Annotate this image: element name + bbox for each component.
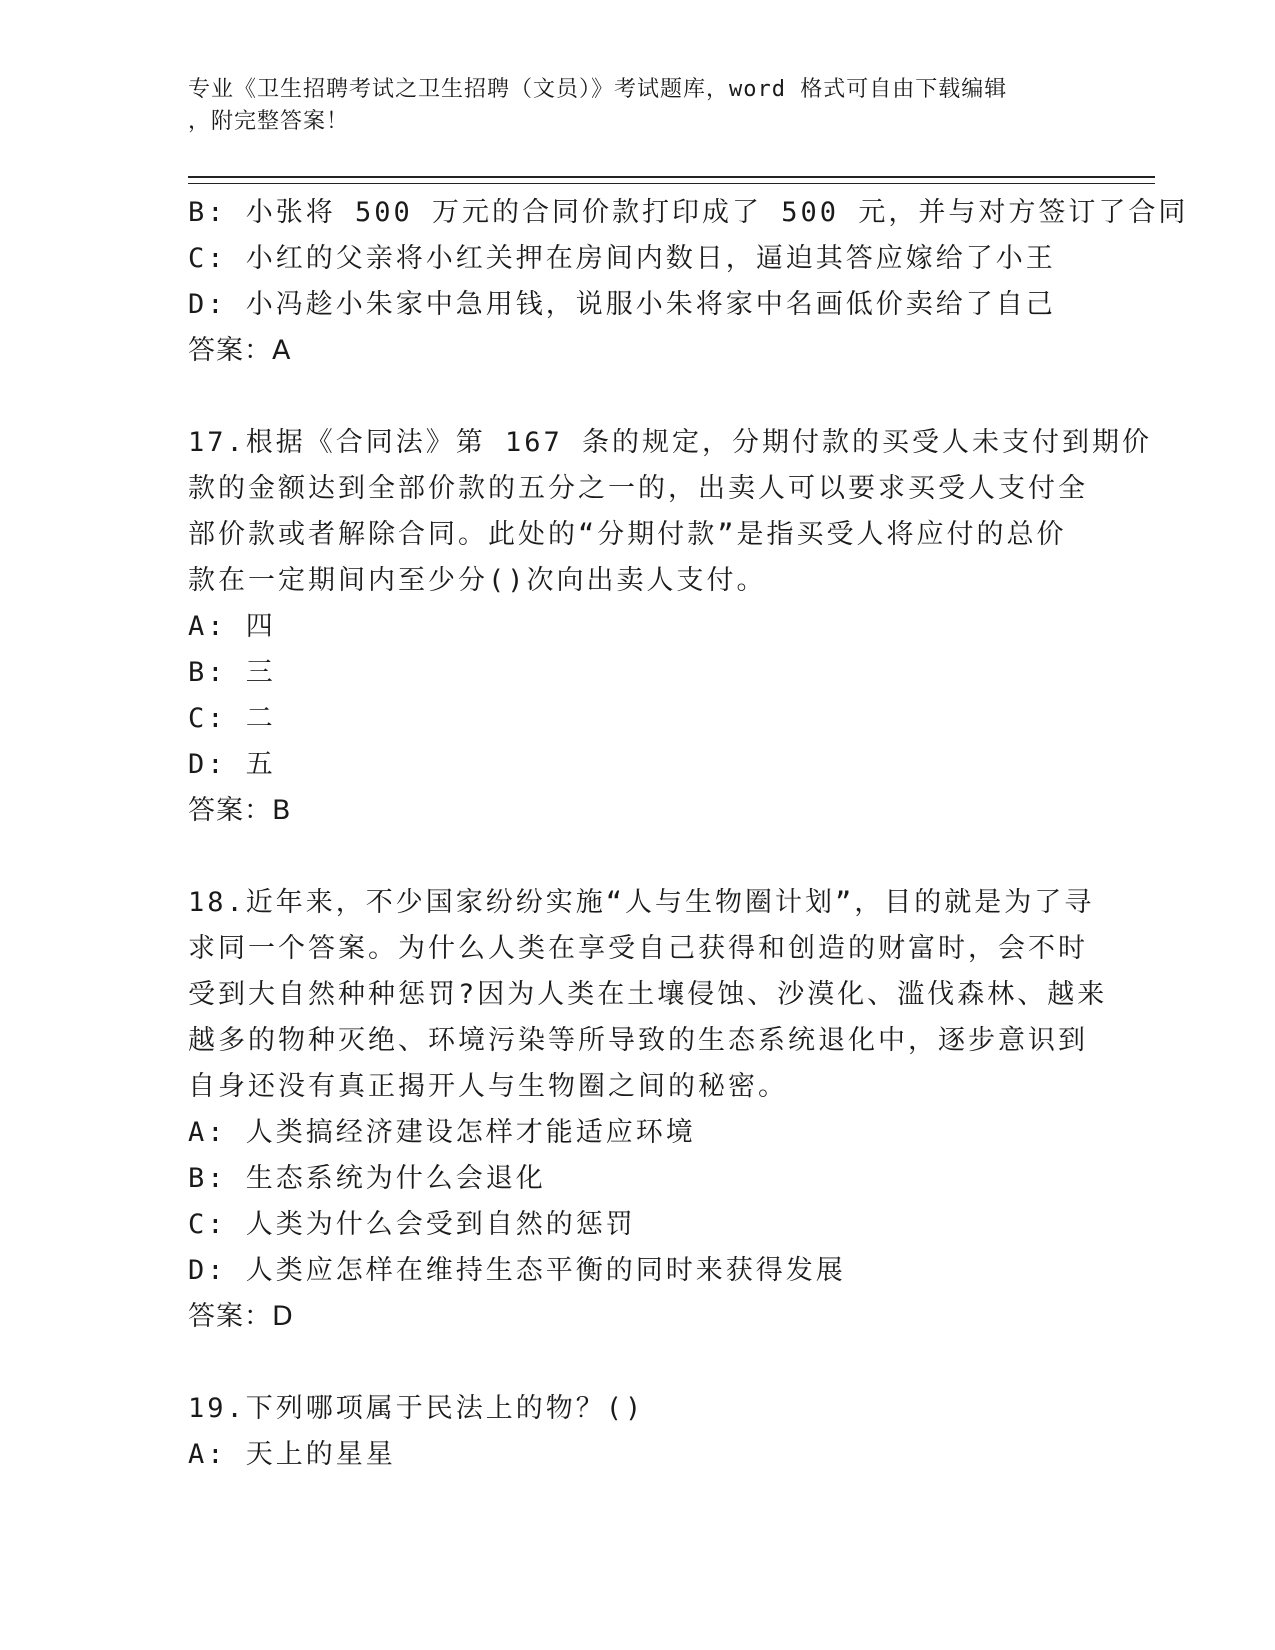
header-line-1: 专业《卫生招聘考试之卫生招聘（文员）》考试题库，word 格式可自由下载编辑 — [188, 77, 1008, 102]
document-header — [188, 74, 1068, 138]
question-stem-line: 越多的物种灭绝、环境污染等所导致的生态系统退化中，逐步意识到 — [188, 1025, 1088, 1056]
option-a: A: 四 — [188, 611, 276, 642]
option-c: C: 小红的父亲将小红关押在房间内数日，逼迫其答应嫁给了小王 — [188, 243, 1056, 274]
question-16 — [188, 190, 1189, 374]
header-rule-thick — [188, 176, 1155, 178]
option-b: B: 小张将 500 万元的合同价款打印成了 500 元，并与对方签订了合同 — [188, 197, 1189, 228]
question-stem-line: 受到大自然种种惩罚?因为人类在土壤侵蚀、沙漠化、滥伐森林、越来 — [188, 979, 1108, 1010]
header-line-2: ，附完整答案！ — [188, 109, 350, 134]
option-a: A: 人类搞经济建设怎样才能适应环境 — [188, 1117, 696, 1148]
question-18 — [188, 880, 1108, 1340]
option-d: D: 人类应怎样在维持生态平衡的同时来获得发展 — [188, 1255, 846, 1286]
question-17 — [188, 420, 1153, 834]
option-d: D: 五 — [188, 749, 276, 780]
option-b: B: 生态系统为什么会退化 — [188, 1163, 546, 1194]
question-19 — [188, 1386, 1088, 1478]
header-rule-thin — [188, 183, 1155, 184]
question-stem-line: 款的金额达到全部价款的五分之一的，出卖人可以要求买受人支付全 — [188, 473, 1088, 504]
answer: 答案：B — [188, 795, 292, 826]
question-stem-line: 19.下列哪项属于民法上的物？() — [188, 1393, 645, 1424]
option-c: C: 人类为什么会受到自然的惩罚 — [188, 1209, 636, 1240]
question-stem-line: 款在一定期间内至少分()次向出卖人支付。 — [188, 565, 767, 596]
option-a: A: 天上的星星 — [188, 1439, 396, 1470]
option-b: B: 三 — [188, 657, 276, 688]
question-stem-line: 自身还没有真正揭开人与生物圈之间的秘密。 — [188, 1071, 788, 1102]
answer: 答案：D — [188, 1301, 294, 1332]
question-stem-line: 部价款或者解除合同。此处的“分期付款”是指买受人将应付的总价 — [188, 519, 1067, 550]
question-stem-line: 18.近年来，不少国家纷纷实施“人与生物圈计划”，目的就是为了寻 — [188, 887, 1095, 918]
answer: 答案：A — [188, 335, 292, 366]
question-stem-line: 求同一个答案。为什么人类在享受自己获得和创造的财富时，会不时 — [188, 933, 1088, 964]
option-d: D: 小冯趁小朱家中急用钱，说服小朱将家中名画低价卖给了自己 — [188, 289, 1056, 320]
option-c: C: 二 — [188, 703, 276, 734]
question-list — [188, 190, 1189, 1478]
question-stem-line: 17.根据《合同法》第 167 条的规定，分期付款的买受人未支付到期价 — [188, 427, 1153, 458]
